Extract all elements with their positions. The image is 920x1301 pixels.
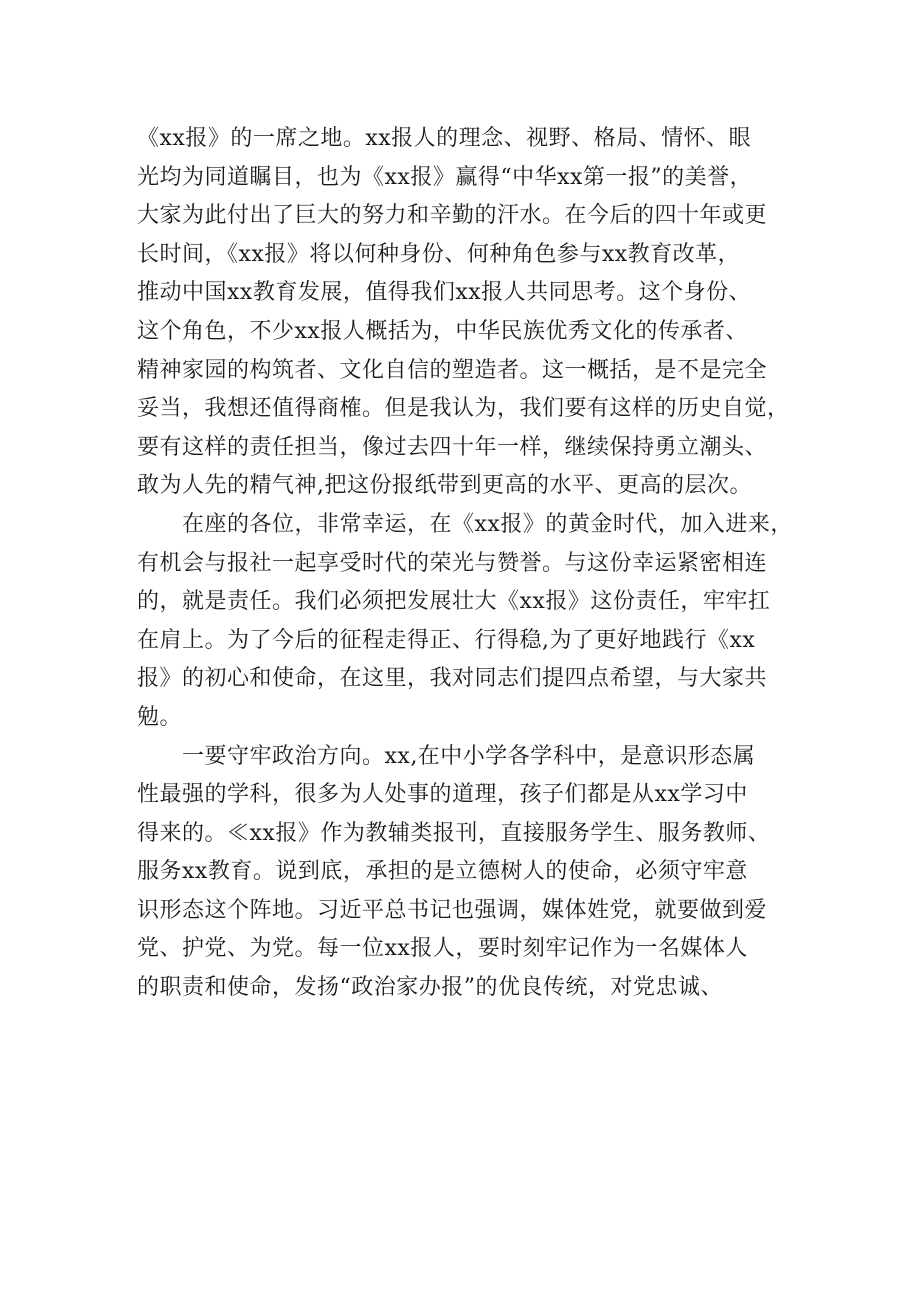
text-line: 识形态这个阵地。习近平总书记也强调，媒体姓党，就要做到爱 — [137, 897, 768, 923]
text-line: 这个角色，不少xx报人概括为，中华民族优秀文化的传承者、 — [137, 318, 748, 344]
text-line: 大家为此付出了巨大的努力和辛勤的汗水。在今后的四十年或更 — [137, 203, 768, 229]
text-line: 有机会与报社一起享受时代的荣光与赞誉。与这份幸运紧密相连 — [137, 550, 768, 576]
paragraph-start-line: 一要守牢政治方向。xx,在中小学各学科中，是意识形态属 — [137, 743, 756, 769]
text-line: 推动中国xx教育发展，值得我们xx报人共同思考。这个身份、 — [137, 280, 752, 306]
body-text — [137, 120, 817, 1008]
paragraph-start-line: 在座的各位，非常幸运，在《xx报》的黄金时代，加入进来， — [137, 511, 793, 537]
text-line: 勉。 — [137, 704, 183, 730]
text-line: 在肩上。为了今后的征程走得正、行得稳,为了更好地践行《xx — [137, 627, 756, 653]
text-line: 《xx报》的一席之地。xx报人的理念、视野、格局、情怀、眼 — [137, 126, 752, 151]
text-line: 精神家园的构筑者、文化自信的塑造者。这一概括，是不是完全 — [137, 357, 768, 383]
text-line: 长时间，《xx报》将以何种身份、何种角色参与xx教育改革， — [137, 241, 741, 267]
text-line: 报》的初心和使命，在这里，我对同志们提四点希望，与大家共 — [137, 666, 768, 692]
text-line: 党、护党、为党。每一位xx报人，要时刻牢记作为一名媒体人 — [137, 936, 748, 962]
text-line: 要有这样的责任担当，像过去四十年一样，继续保持勇立潮头、 — [137, 434, 768, 460]
text-line: 敢为人先的精气神,把这份报纸带到更高的水平、更高的层次。 — [137, 473, 752, 499]
text-line: 光均为同道瞩目，也为《xx报》赢得“中华xx第一报”的美誉， — [137, 164, 753, 190]
text-line: 服务xx教育。说到底，承担的是立德树人的使命，必须守牢意 — [137, 859, 748, 885]
text-line: 的，就是责任。我们必须把发展壮大《xx报》这份责任，牢牢扛 — [137, 589, 771, 615]
text-line: 性最强的学科，很多为人处事的道理，孩子们都是从xx学习中 — [137, 782, 748, 808]
text-line: 的职责和使命，发扬“政治家办报”的优良传统，对党忠诚、 — [137, 975, 723, 1001]
text-line: 得来的。≪xx报》作为教辅类报刊，直接服务学生、服务教师、 — [137, 820, 771, 846]
text-line: 妥当，我想还值得商榷。但是我认为，我们要有这样的历史自觉， — [137, 396, 790, 422]
